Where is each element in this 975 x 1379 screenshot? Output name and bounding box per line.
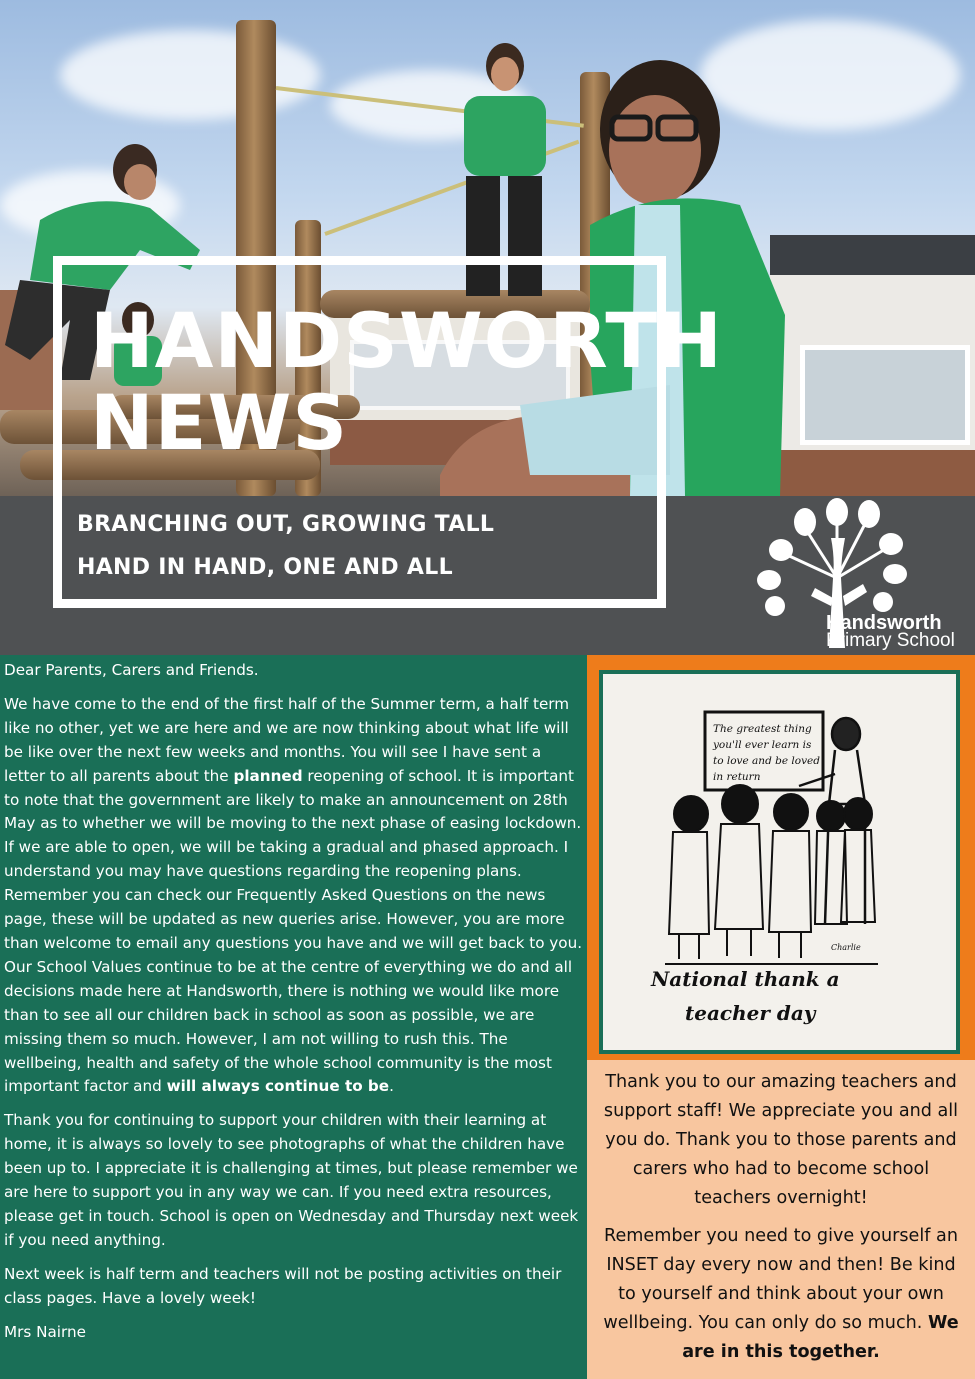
thanks-paragraph-2: [595, 1222, 967, 1367]
motto-line-2: HAND IN HAND, ONE AND ALL: [77, 555, 453, 580]
letter-p1-bold-planned: planned: [233, 766, 303, 785]
logo-subtitle: Primary School: [826, 630, 955, 651]
board-text-3: to love and be loved: [713, 755, 820, 767]
artist-signature: Charlie: [831, 943, 861, 952]
board-text-4: in return: [713, 771, 761, 783]
thanks-paragraph-1: Thank you to our amazing teachers and support staff! We appreciate you and all you do. Thank you to those parents and carers who had to become school teachers overnight!: [603, 1072, 959, 1208]
board-text-2: you'll ever learn is: [713, 739, 812, 751]
letter-paragraph-1: [4, 693, 583, 1099]
logo-name: Handsworth: [826, 612, 942, 634]
thanks-p2-bold: We are in this together.: [682, 1313, 959, 1362]
caption-line-2: teacher day: [685, 1001, 816, 1025]
headteacher-letter: [0, 655, 587, 1379]
illustration-card-border: [599, 670, 960, 1054]
title-line-2: NEWS: [90, 378, 349, 467]
letter-p1-text-c: .: [389, 1077, 394, 1096]
title-line-1: HANDSWORTH: [90, 296, 723, 385]
motto-line-1: BRANCHING OUT, GROWING TALL: [77, 512, 495, 537]
letter-paragraph-3: Next week is half term and teachers will not be posting activities on their class pages. Have a lovely week!: [4, 1264, 562, 1307]
letter-signoff: Mrs Nairne: [4, 1322, 86, 1341]
thank-you-panel: [587, 1060, 975, 1379]
teacher-drawing-illustration: [603, 674, 956, 1050]
letter-p1-text-a: We have come to the end of the first half of the Summer term, a half term like no other, yet we are here and we are now thinking about what life will be like over the next few weeks and months. You will see I have sent a letter to all parents about the: [4, 694, 570, 785]
board-text-1: The greatest thing: [713, 723, 812, 735]
thanks-p2-text: Remember you need to give yourself an INSET day every now and then! Be kind to yourself and think about your own wellbeing. You can only do so much.: [603, 1226, 958, 1333]
letter-greeting: Dear Parents, Carers and Friends.: [4, 661, 259, 679]
letter-p1-bold-continue: will always continue to be: [166, 1077, 390, 1096]
letter-paragraph-2: Thank you for continuing to support your children with their learning at home, it is always so lovely to see photographs of what the children have been up to. I appreciate it is challenging at times, but please remember we are here to support you in any way we can. If you need extra resources, please get in touch. School is open on Wednesday and Thursday next week if you need anything.: [4, 1111, 579, 1249]
thank-a-teacher-drawing: [603, 674, 956, 1050]
caption-line-1: National thank a: [651, 967, 840, 991]
newsletter-title: [90, 296, 723, 467]
letter-p1-text-b: reopening of school. It is important to note that the government are likely to make an announcement on 28th May as to whether we will be moving to the next phase of easing lockdown. If we are able to open, we will be taking a gradual and phased approach. I understand you may have questions regarding the reopening plans. Remember you can check our Frequently Asked Questions on the news page, these will be updated as new queries arise. However, you are more than welcome to email any questions you have and we will get back to you. Our School Values continue to be at the centre of everything we do and all decisions made here at Handsworth, there is nothing we would like more than to see all our children back in school as soon as possible, we are missing them so much. However, I am not willing to rush this. The wellbeing, health and safety of the whole school community is the most important factor and: [4, 766, 583, 1096]
